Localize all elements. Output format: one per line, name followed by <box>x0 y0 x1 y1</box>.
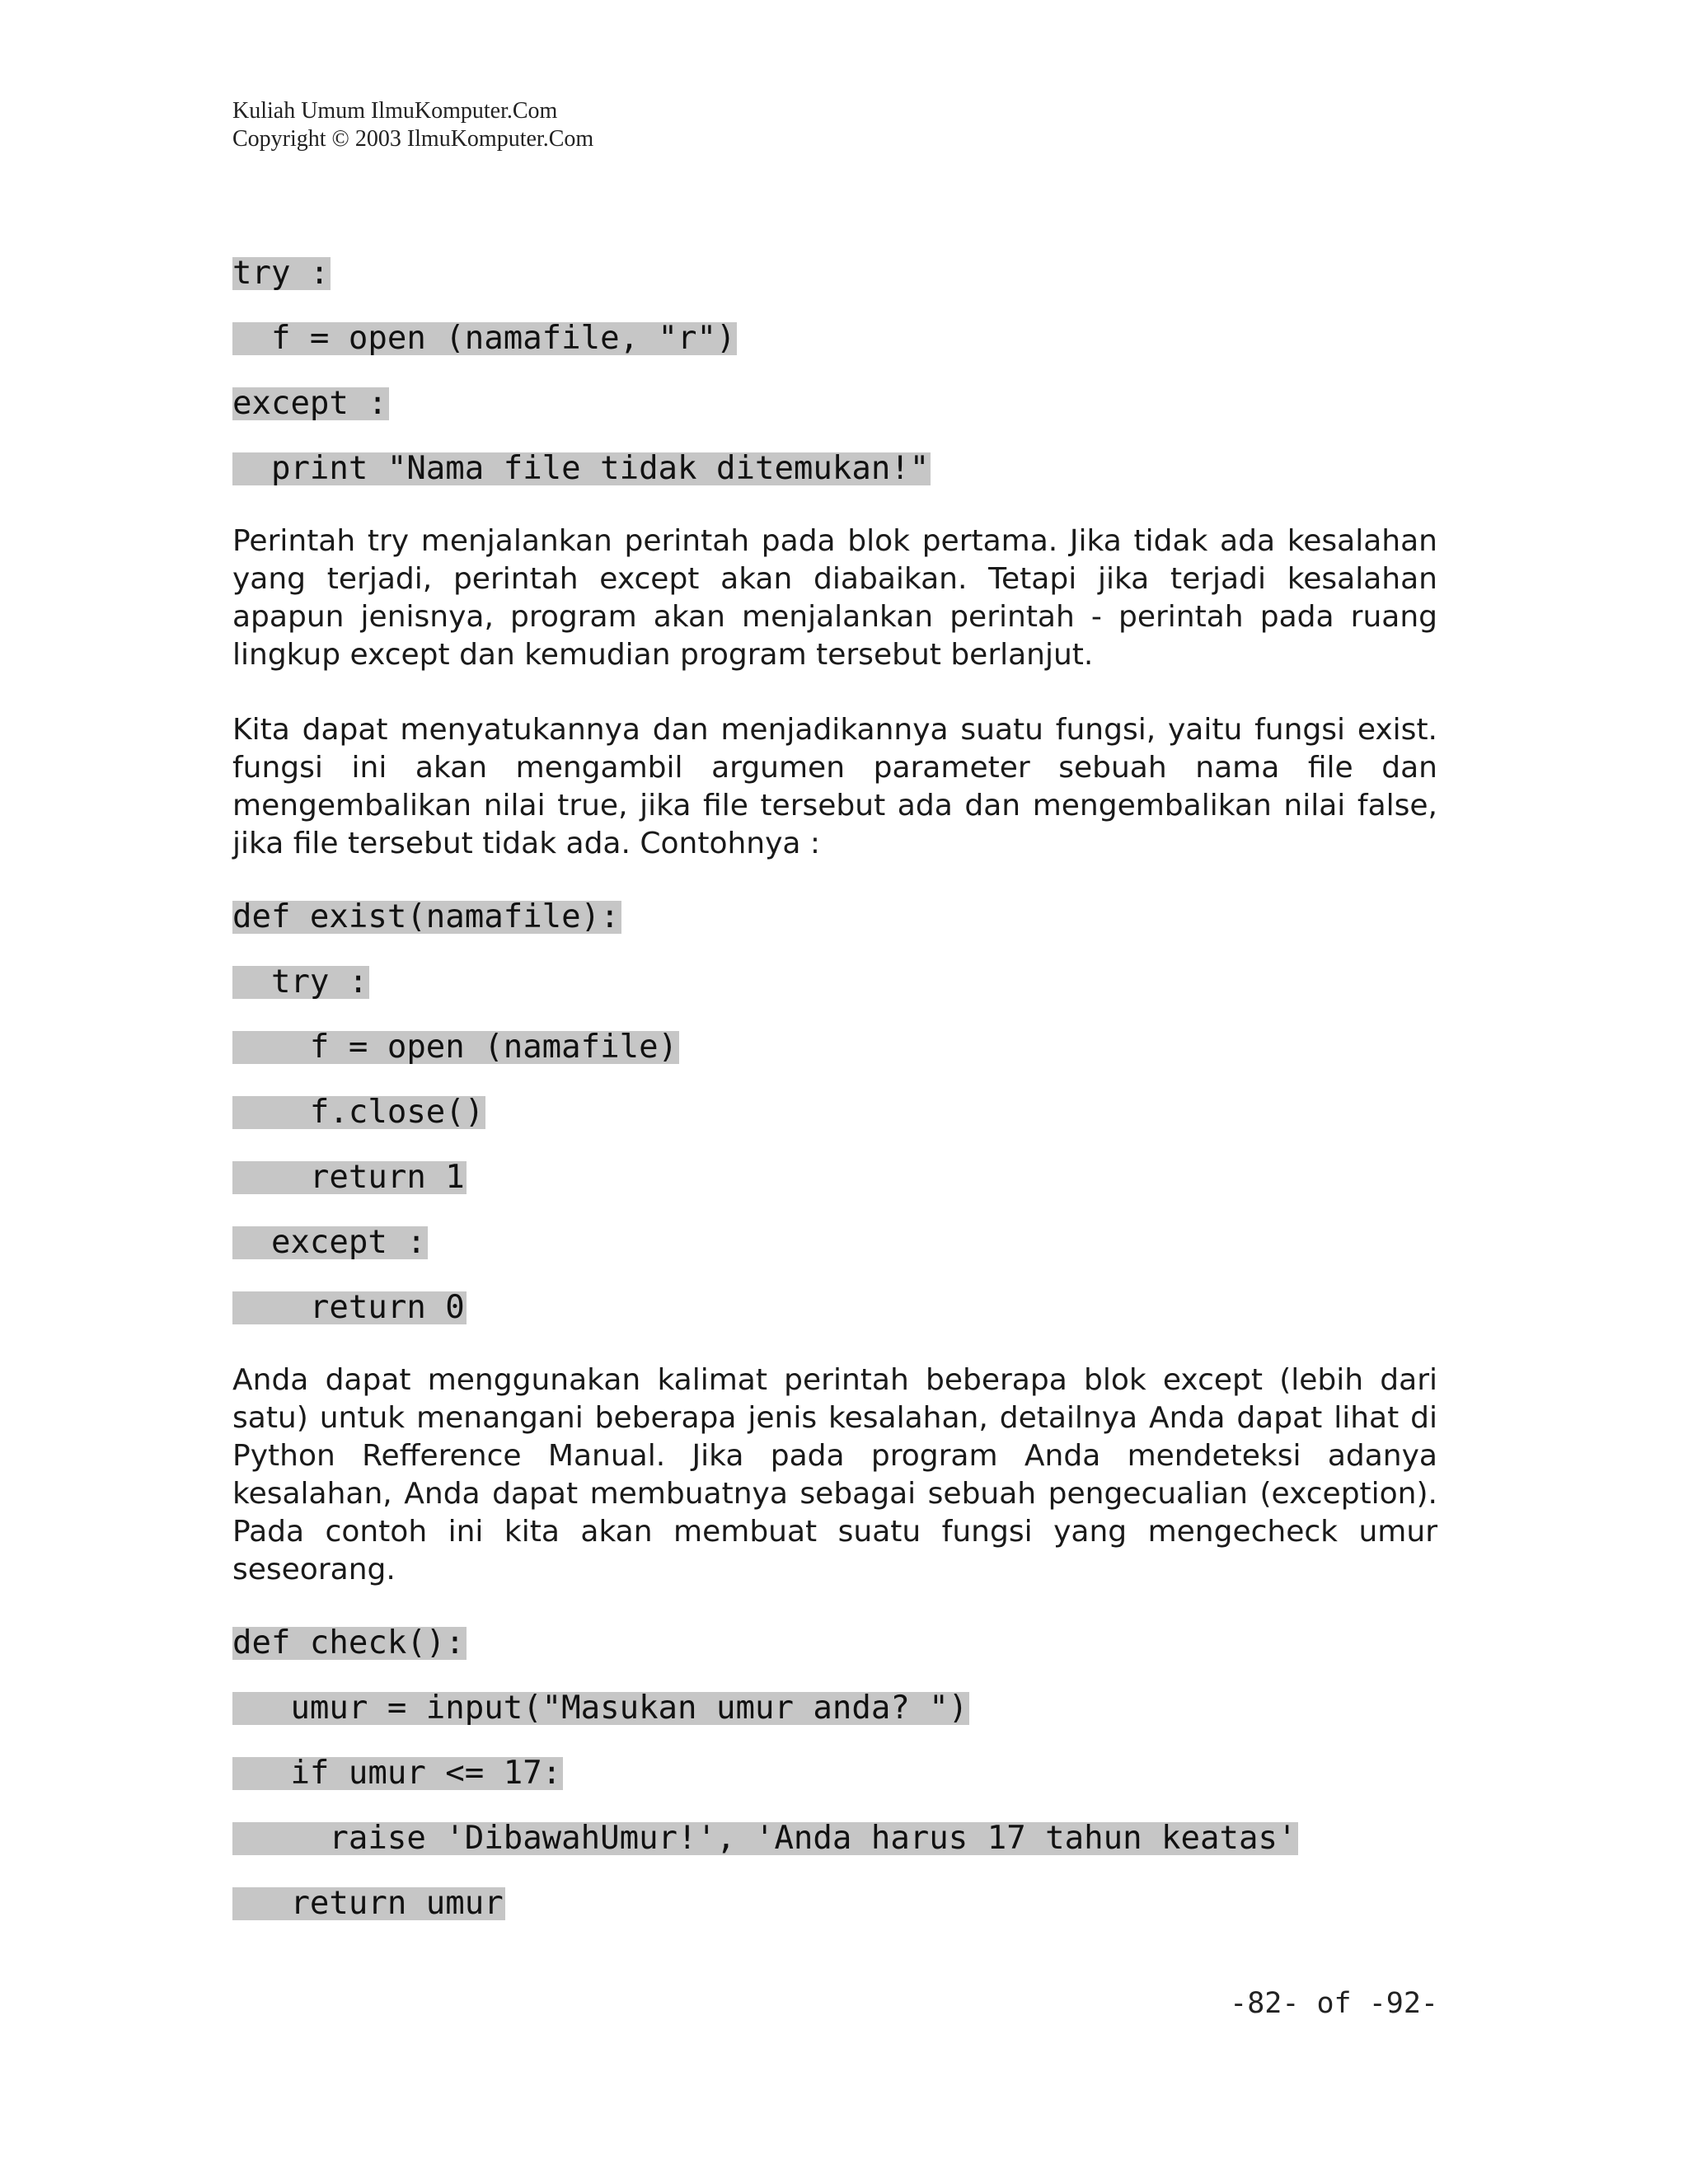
code-line <box>232 1822 1437 1887</box>
page-header <box>232 97 593 153</box>
code-line <box>232 257 1437 322</box>
code-text: return 1 <box>232 1159 465 1196</box>
code-line <box>232 452 1437 518</box>
code-text: f = open (namafile) <box>232 1029 678 1066</box>
header-course-title: Kuliah Umum IlmuKomputer.Com <box>232 98 558 124</box>
header-copyright: Copyright © 2003 IlmuKomputer.Com <box>232 126 594 152</box>
code-text: f.close() <box>232 1094 485 1131</box>
code-line <box>232 1161 1437 1226</box>
page-body <box>232 257 1437 1952</box>
code-text: if umur <= 17: <box>232 1755 562 1792</box>
page-number: -82- of -92- <box>1230 1987 1438 2020</box>
code-line <box>232 1031 1437 1096</box>
code-text: raise 'DibawahUmur!', 'Anda harus 17 tahun keatas' <box>232 1820 1297 1857</box>
paragraph-exist-function: Kita dapat menyatukannya dan menjadikannya suatu fungsi, yaitu fungsi exist. fungsi ini akan mengambil argumen parameter sebuah nama file dan mengembalikan nilai true, jika file tersebut ada dan mengembalikan nilai false, jika file tersebut tidak ada. Contohnya : <box>232 713 1437 860</box>
code-text: try : <box>232 963 368 1001</box>
code-line <box>232 1757 1437 1822</box>
code-line <box>232 1226 1437 1291</box>
code-text: except : <box>232 385 387 422</box>
code-line <box>232 963 1437 1031</box>
code-text: return umur <box>232 1885 504 1922</box>
code-text: umur = input("Masukan umur anda? ") <box>232 1690 968 1727</box>
code-block-exist-function <box>232 898 1437 1357</box>
code-line <box>232 898 1437 966</box>
code-text: def check(): <box>232 1624 465 1661</box>
code-line <box>232 1096 1437 1161</box>
code-text: f = open (namafile, "r") <box>232 320 736 357</box>
code-line <box>232 322 1437 387</box>
code-text: print "Nama file tidak ditemukan!" <box>232 450 930 487</box>
code-block-try-except <box>232 257 1437 518</box>
code-line <box>232 1624 1437 1692</box>
code-text: except : <box>232 1224 426 1261</box>
code-line <box>232 1692 1437 1757</box>
paragraph-try-explanation: Perintah try menjalankan perintah pada blok pertama. Jika tidak ada kesalahan yang terjadi, perintah except akan diabaikan. Tetapi jika terjadi kesalahan apapun jenisnya, program akan menjalankan perintah - perintah pada ruang lingkup except dan kemudian program tersebut berlanjut. <box>232 524 1437 672</box>
code-text: def exist(namafile): <box>232 898 620 935</box>
code-line <box>232 1887 1437 1952</box>
code-line <box>232 1291 1437 1357</box>
code-text: try : <box>232 255 330 292</box>
paragraph-multiple-except: Anda dapat menggunakan kalimat perintah beberapa blok except (lebih dari satu) untuk menangani beberapa jenis kesalahan, detailnya Anda dapat lihat di Python Refference Manual. Jika pada program Anda mendeteksi adanya kesalahan, Anda dapat membuatnya sebagai sebuah pengecualian (exception). Pada contoh ini kita akan membuat suatu fungsi yang mengecheck umur seseorang. <box>232 1363 1437 1586</box>
code-block-check-function <box>232 1624 1437 1952</box>
code-text: return 0 <box>232 1289 465 1326</box>
code-line <box>232 387 1437 452</box>
